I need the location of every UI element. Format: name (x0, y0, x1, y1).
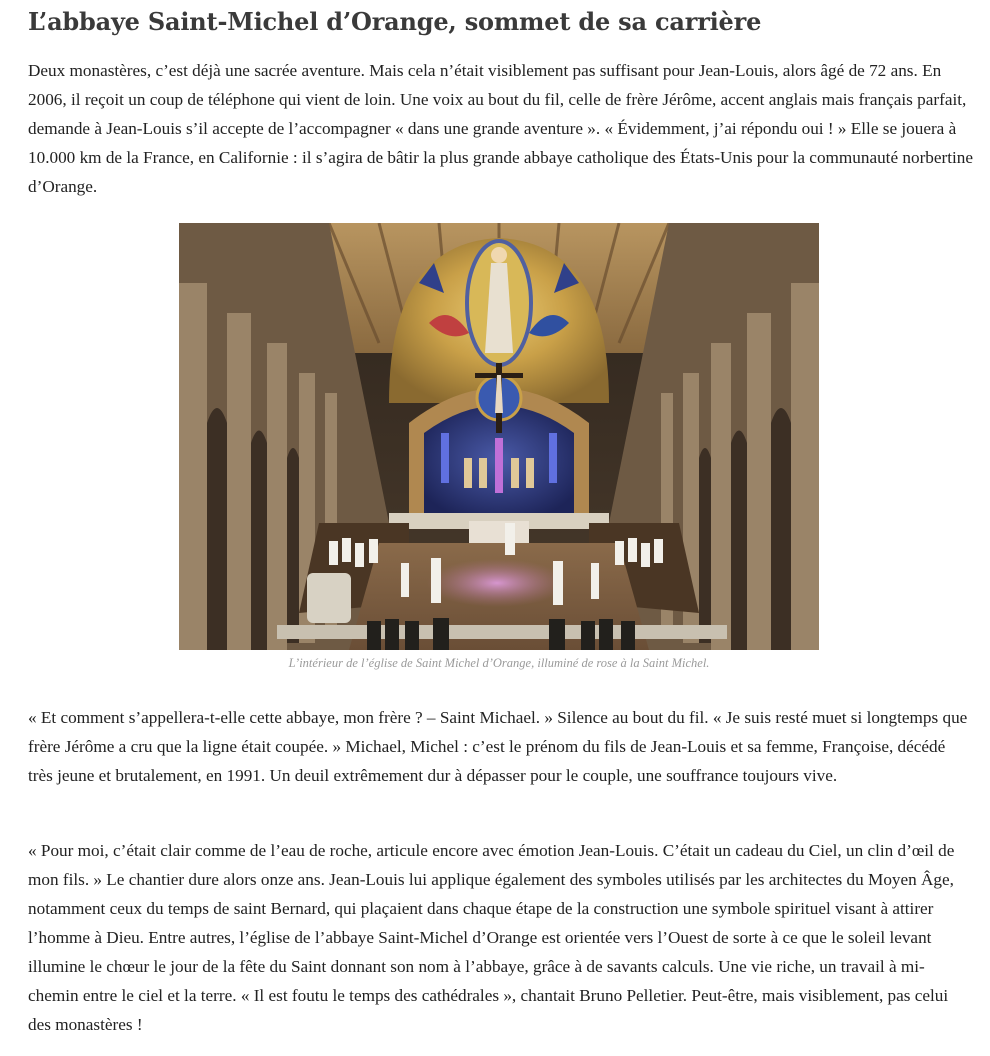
article (28, 0, 974, 1034)
figure (179, 223, 819, 671)
section-heading: L’abbaye Saint-Michel d’Orange, sommet de sa carrière (28, 7, 762, 36)
paragraph-3: « Pour moi, c’était clair comme de l’eau de roche, articule encore avec émotion Jean-Louis. C’était un cadeau du Ciel, un clin d’œil de mon fils. » Le chantier dure alors onze ans. Jean-Louis lui applique également des symboles utilisés par les architectes du Moyen Âge, notamment ceux du temps de saint Bernard, qui plaçaient dans chaque étape de la construction une symbole spirituel visant à attirer l’homme à Dieu. Entre autres, l’église de l’abbaye Saint-Michel d’Orange est orientée vers l’Ouest de sorte à ce que le soleil levant illumine le chœur le jour de la fête du Saint donnant son nom à l’abbaye, grâce à de savants calculs. Une vie riche, un travail à mi-chemin entre le ciel et la terre. « Il est foutu le temps des cathédrales », chantait Bruno Pelletier. Peut-être, mais visiblement, pas celui des monastères ! (28, 841, 955, 1034)
figure-caption: L’intérieur de l’église de Saint Michel d’Orange, illuminé de rose à la Saint Michel. (288, 656, 710, 670)
church-interior-photo (179, 223, 819, 650)
paragraph-1: Deux monastères, c’est déjà une sacrée aventure. Mais cela n’était visiblement pas suffisant pour Jean-Louis, alors âgé de 72 ans. En 2006, il reçoit un coup de téléphone qui vient de loin. Une voix au bout du fil, celle de frère Jérôme, accent anglais mais français parfait, demande à Jean-Louis s’il accepte de l’accompagner « dans une grande aventure ». « Évidemment, j’ai répondu oui ! » Elle se jouera à 10.000 km de la France, en Californie : il s’agira de bâtir la plus grande abbaye catholique des États-Unis pour la communauté norbertine d’Orange. (28, 61, 974, 196)
paragraph-2: « Et comment s’appellera-t-elle cette abbaye, mon frère ? – Saint Michael. » Silence au bout du fil. « Je suis resté muet si longtemps que frère Jérôme a cru que la ligne était coupée. » Michael, Michel : c’est le prénom du fils de Jean-Louis et sa femme, Françoise, décédé très jeune et brutalement, en 1991. Un deuil extrêmement dur à dépasser pour le couple, une souffrance toujours vive. (28, 708, 968, 785)
